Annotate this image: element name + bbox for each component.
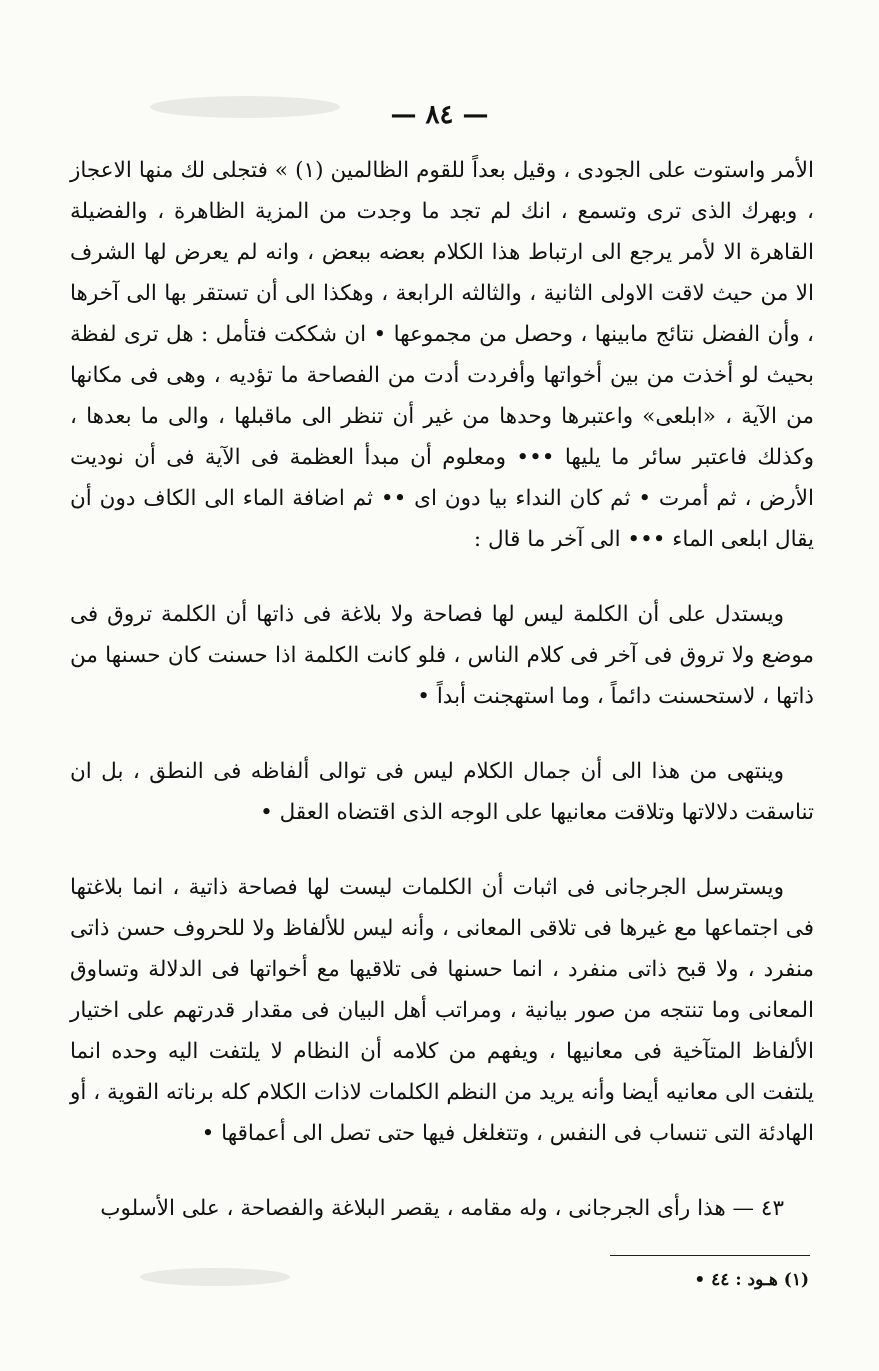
scan-smudge	[140, 1268, 290, 1286]
paragraph: وينتهى من هذا الى أن جمال الكلام ليس فى توالى ألفاظه فى النطق ، بل ان تناسقت دلالاتها وتلاقت معانيها على الوجه الذى اقتضاه العقل •	[70, 759, 814, 825]
footnote: (١) هـود : ٤٤ •	[694, 1270, 809, 1290]
paragraph: الأمر واستوت على الجودى ، وقيل بعداً للقوم الظالمين (١) » فتجلى لك منها الاعجاز ، وبهرك الذى ترى وتسمع ، انك لم تجد ما وجدت من المزية الظاهرة ، والفضيلة القاهرة الا لأمر يرجع الى ارتباط هذا الكلام بعضه ببعض ، وانه لم يعرض لها الشرف الا من حيث لاقت الاولى الثانية ، والثالثه الرابعة ، وهكذا الى أن تستقر بها الى آخرها ، وأن الفضل نتائج مابينها ، وحصل من مجموعها • ان شككت فتأمل : هل ترى لفظة بحيث لو أخذت من بين أخواتها وأفردت أدت من الفصاحة ما تؤديه ، وهى فى مكانها من الآية ، «ابلعى» واعتبرها وحدها من غير أن تنظر الى ماقبلها ، والى ما بعدها ، وكذلك فاعتبر سائر ما يليها ••• ومعلوم أن مبدأ العظمة فى الآية فى أن نوديت الأرض ، ثم أمرت • ثم كان النداء بيا دون اى •• ثم اضافة الماء الى الكاف دون أن يقال ابلعى الماء ••• الى آخر ما قال :	[70, 158, 814, 552]
footnote-divider	[610, 1255, 810, 1256]
section-heading-paragraph: ٤٣ — هذا رأى الجرجانى ، وله مقامه ، يقصر البلاغة والفصاحة ، على الأسلوب	[100, 1196, 784, 1221]
body-text	[70, 150, 814, 1229]
paragraph: ويستدل على أن الكلمة ليس لها فصاحة ولا بلاغة فى ذاتها أن الكلمة تروق فى موضع ولا تروق فى آخر فى كلام الناس ، فلو كانت الكلمة اذا حسنت كان حسنها من ذاتها ، لاستحسنت دائماً ، وما استهجنت أبداً •	[70, 602, 814, 709]
page-number: — ٨٤ —	[390, 100, 489, 130]
paragraph: ويسترسل الجرجانى فى اثبات أن الكلمات ليست لها فصاحة ذاتية ، انما بلاغتها فى اجتماعها مع غيرها فى تلاقى المعانى ، وأنه ليس للألفاظ ولا للحروف حسن ذاتى منفرد ، ولا قبح ذاتى منفرد ، انما حسنها فى تلاقيها مع أخواتها فى الدلالة وتساوق المعانى وما تنتجه من صور بيانية ، ومراتب أهل البيان فى مقدار قدرتهم على اختيار الألفاظ المتآخية فى معانيها ، ويفهم من كلامه أن النظام لا يلتفت اليه وحده انما يلتفت الى معانيه أيضا وأنه يريد من النظم الكلمات لاذات الكلام كله برناته القوية ، أو الهادئة التى تنساب فى النفس ، وتتغلغل فيها حتى تصل الى أعماقها •	[70, 875, 814, 1146]
